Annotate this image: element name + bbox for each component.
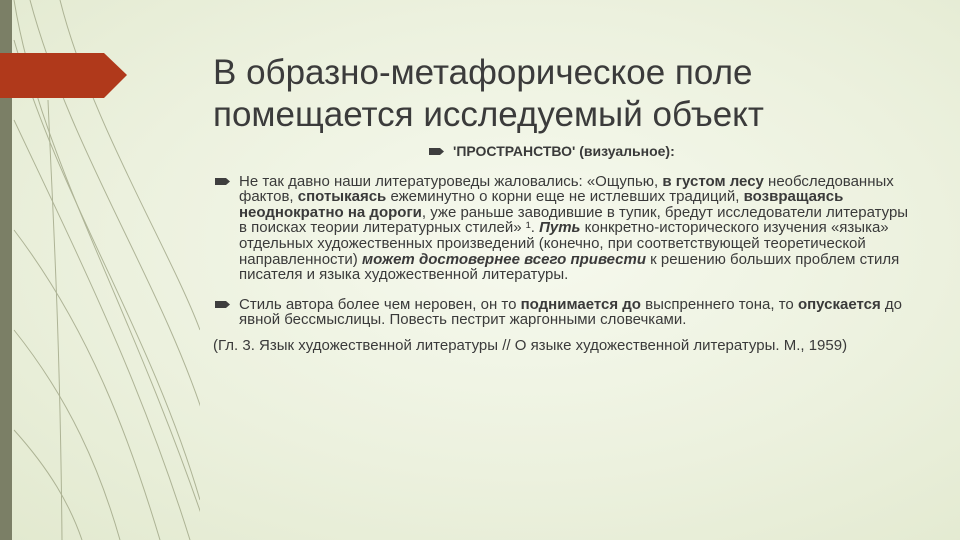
bullet-item-literary-critics: Не так давно наши литературоведы жаловались: «Ощупью, в густом лесу необследованных фактов, спотыкаясь ежеминутно о корни еще не истлевших традиций, возвращаясь неоднократно на дороги, уже раньше заводившие в тупик, бредут исследователи литературы в поисках теории литературных стилей» ¹. Путь конкретно-исторического изучения «языка» отдельных художественных произведений (конечно, при соответствующей теоретической направленности) может достовернее всего привести к решению больших проблем стиля писателя и языка художественной литературы. <box>213 174 918 283</box>
emphasis: в густом лесу <box>662 172 764 190</box>
emphasis: возвращаясь неоднократно на дороги <box>239 188 844 221</box>
bullet-item-space <box>425 144 918 160</box>
source-citation: (Гл. 3. Язык художественной литературы // О языке художественной литературы. М., 1959) <box>213 336 848 354</box>
title-accent-tab <box>0 53 127 98</box>
arrow-bullet-icon <box>429 147 445 156</box>
bullet-item-author-style: Стиль автора более чем неровен, он то поднимается до выспреннего тона, то опускается до явной бессмыслицы. Повесть пестрит жаргонными словечками. <box>213 297 918 328</box>
emphasis: спотыкаясь <box>297 188 387 206</box>
emphasis: поднимается до <box>520 295 641 313</box>
arrow-bullet-icon <box>215 177 231 186</box>
slide-title: В образно-метафорическое поле помещается исследуемый объект <box>213 53 764 134</box>
arrow-bullet-icon <box>215 300 231 309</box>
emphasis: опускается <box>797 295 881 313</box>
emphasis: Путь <box>539 219 581 237</box>
bullet-text: 'ПРОСТРАНСТВО' (визуальное): <box>453 143 675 159</box>
slide-content <box>213 144 918 354</box>
emphasis: может достовернее всего привести <box>361 250 646 268</box>
